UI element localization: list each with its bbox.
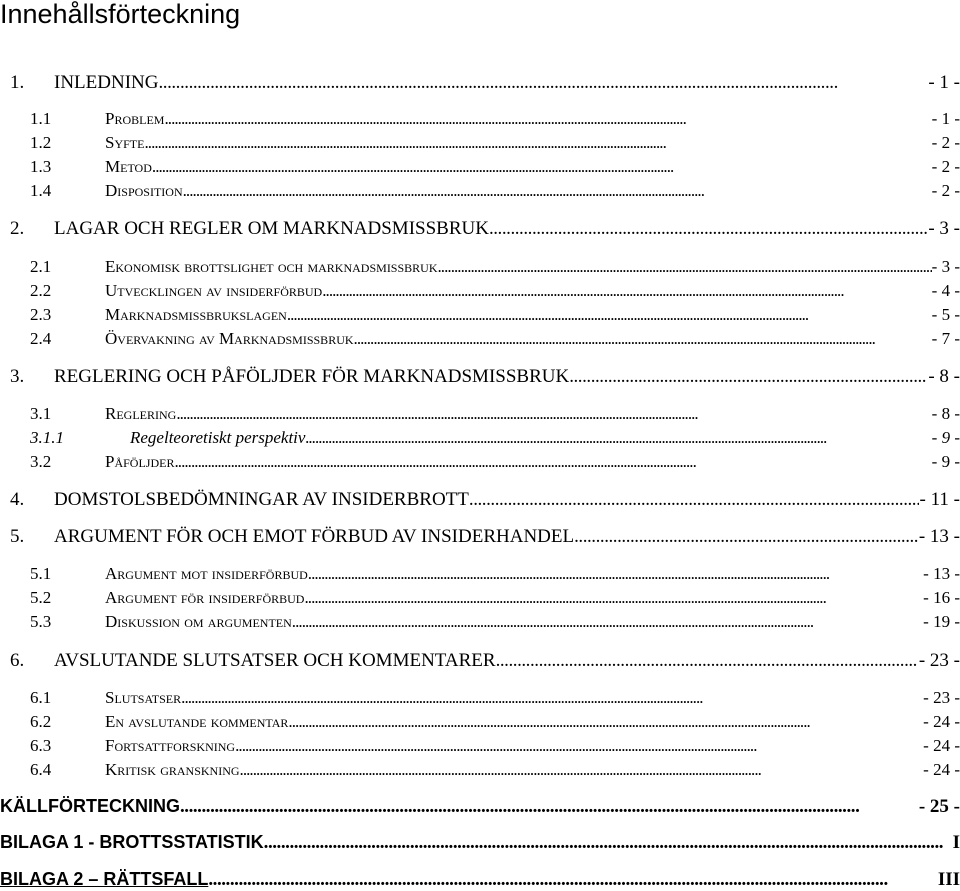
toc-entry-title: Reglering [105, 404, 177, 423]
toc-entry-number: 5.3 [30, 612, 52, 631]
toc-entry-title: En avslutande kommentar [105, 712, 289, 731]
dot-leader [569, 365, 927, 389]
toc-entry-page-number: - 25 - [918, 796, 960, 817]
toc-entry-title: INLEDNING [54, 72, 159, 93]
toc-entry-number: 1.3 [30, 157, 52, 176]
toc-entry-title: DOMSTOLSBEDÖMNINGAR AV INSIDERBROTT [54, 489, 469, 510]
toc-entry-page-number: - 8 - [931, 404, 960, 423]
dot-leader [264, 831, 953, 854]
toc-entry[interactable] [30, 735, 960, 757]
toc-entry[interactable] [30, 611, 960, 633]
dot-leader [322, 280, 931, 302]
toc-entry-page-number: - 3 - [931, 257, 960, 276]
toc-entry-title: REGLERING OCH PÅFÖLJDER FÖR MARKNADSMISSBRUK [54, 366, 570, 387]
dot-leader [235, 735, 923, 757]
toc-entry-title: AVSLUTANDE SLUTSATSER OCH KOMMENTARER [54, 650, 496, 671]
toc-entry-title: Syfte [105, 133, 145, 152]
toc-entry-page-number: - 4 - [931, 281, 960, 300]
toc-entry-page-number: - 24 - [923, 760, 960, 779]
dot-leader [469, 488, 919, 512]
dot-leader [489, 217, 927, 241]
dot-leader [292, 611, 923, 633]
toc-entry[interactable] [0, 867, 960, 891]
toc-entry-page-number: - 2 - [931, 157, 960, 176]
toc-entry-title: Övervakning av Marknadsmissbruk [105, 329, 354, 348]
toc-entry-title: BILAGA 2 – RÄTTSFALL [0, 869, 209, 889]
dot-leader [288, 711, 923, 733]
toc-entry-number: 5.1 [30, 564, 52, 583]
dot-leader [176, 403, 931, 425]
toc-entry[interactable] [30, 180, 960, 202]
dot-leader [158, 71, 927, 95]
toc-entry-number: 3.2 [30, 452, 52, 471]
toc-entry-page-number: - 8 - [928, 366, 960, 387]
toc-entry-title: KÄLLFÖRTECKNING [0, 796, 180, 816]
toc-entry-title: Argument för insiderförbud [105, 588, 305, 607]
toc-entry[interactable] [30, 451, 960, 473]
dot-leader [574, 525, 918, 549]
toc-entry-number: 1.4 [30, 181, 52, 200]
toc-entry-number: 6.3 [30, 736, 52, 755]
toc-entry-page-number: - 1 - [928, 72, 960, 93]
toc-entry-title: Argument mot insiderförbud [105, 564, 308, 583]
toc-entry-title: Påföljder [105, 452, 175, 471]
toc-entry-page-number: - 2 - [931, 133, 960, 152]
toc-entry[interactable] [30, 328, 960, 350]
toc-entry-page-number: - 3 - [928, 218, 960, 239]
toc-entry-number: 5.2 [30, 588, 52, 607]
toc-entry-number: 3.1.1 [30, 428, 64, 447]
toc-entry-title: Regelteoretiskt perspektiv [130, 428, 306, 447]
toc-entry-title: Marknadsmissbrukslagen [105, 305, 287, 324]
toc-entry-number: 1. [10, 72, 25, 93]
toc-entry-page-number: - 2 - [931, 181, 960, 200]
toc-entry-page-number: I [952, 832, 960, 853]
toc-entry-page-number: - 1 - [931, 109, 960, 128]
dot-leader [305, 427, 931, 449]
toc-entry-title: Problem [105, 109, 165, 128]
toc-entry-page-number: - 9 - [931, 452, 960, 471]
toc-entry[interactable] [30, 108, 960, 130]
toc-entry-number: 1.1 [30, 109, 52, 128]
toc-entry[interactable] [10, 365, 960, 389]
toc-entry[interactable] [0, 830, 960, 854]
toc-entry-title: Diskussion om argumenten [105, 612, 292, 631]
toc-entry-page-number: - 24 - [923, 736, 960, 755]
toc-entry-number: 2.2 [30, 281, 52, 300]
toc-entry[interactable] [10, 488, 960, 512]
toc-entry-title: ARGUMENT FÖR OCH EMOT FÖRBUD AV INSIDERHANDEL [54, 526, 575, 547]
toc-entry-page-number: - 23 - [923, 688, 960, 707]
dot-leader [304, 587, 923, 609]
toc-entry-page-number: - 19 - [923, 612, 960, 631]
toc-entry-title: Disposition [105, 181, 183, 200]
toc-entry-number: 2.1 [30, 257, 52, 276]
toc-entry[interactable] [10, 71, 960, 95]
toc-entry[interactable] [30, 304, 960, 326]
dot-leader [181, 687, 923, 709]
toc-entry[interactable] [30, 587, 960, 609]
toc-entry-page-number: - 7 - [931, 329, 960, 348]
toc-entry-page-number: - 23 - [918, 650, 960, 671]
toc-entry[interactable] [30, 711, 960, 733]
toc-entry-title: Ekonomisk brottslighet och marknadsmissbruk [105, 257, 438, 276]
toc-entry-title: Kritisk granskning [105, 760, 240, 779]
dot-leader [144, 132, 931, 154]
toc-entry[interactable] [30, 280, 960, 302]
dot-leader [354, 328, 932, 350]
dot-leader [174, 451, 931, 473]
toc-entry-page-number: - 24 - [923, 712, 960, 731]
toc-entry-number: 6.2 [30, 712, 52, 731]
page-title: Innehållsförteckning [0, 0, 241, 29]
toc-entry-number: 6.4 [30, 760, 52, 779]
toc-entry-page-number: - 11 - [919, 489, 960, 510]
toc-entry-title: Fortsattforskning [105, 736, 236, 755]
dot-leader [287, 304, 932, 326]
dot-leader [152, 156, 932, 178]
toc-entry-page-number: - 13 - [923, 564, 960, 583]
dot-leader [496, 649, 918, 673]
dot-leader [183, 180, 932, 202]
toc-entry[interactable] [10, 525, 960, 549]
toc-entry[interactable] [30, 759, 960, 781]
toc-entry-title: LAGAR OCH REGLER OM MARKNADSMISSBRUK [54, 218, 489, 239]
toc-entry[interactable] [30, 403, 960, 425]
toc-entry[interactable] [0, 794, 960, 818]
toc-entry-number: 3.1 [30, 404, 52, 423]
toc-entry-page-number: - 5 - [931, 305, 960, 324]
toc-entry-number: 3. [10, 366, 25, 387]
toc-entry[interactable] [30, 563, 960, 585]
dot-leader [308, 563, 923, 585]
toc-entry-title: BILAGA 1 - BROTTSSTATISTIK [0, 832, 264, 852]
toc-entry-page-number: - 16 - [923, 588, 960, 607]
dot-leader [180, 795, 919, 818]
toc-entry-page-number: III [937, 869, 960, 890]
toc-entry-number: 1.2 [30, 133, 52, 152]
toc-entry[interactable] [30, 256, 960, 278]
toc-entry-page-number: - 9 - [931, 428, 960, 447]
toc-entry-number: 6. [10, 650, 25, 671]
dot-leader [438, 256, 932, 278]
toc-entry-title: Metod [105, 157, 152, 176]
dot-leader [240, 759, 924, 781]
toc-entry-title: Utvecklingen av insiderförbud [105, 281, 323, 300]
dot-leader [208, 868, 937, 891]
toc-entry-number: 4. [10, 489, 25, 510]
toc-entry-title: Slutsatser [105, 688, 182, 707]
toc-entry[interactable] [30, 427, 960, 449]
toc-entry-number: 2.3 [30, 305, 52, 324]
toc-entry-number: 2. [10, 218, 25, 239]
toc-entry[interactable] [30, 156, 960, 178]
toc-entry[interactable] [30, 132, 960, 154]
toc-entry[interactable] [30, 687, 960, 709]
toc-entry-page-number: - 13 - [918, 526, 960, 547]
toc-entry-number: 2.4 [30, 329, 52, 348]
toc-entry-number: 5. [10, 526, 25, 547]
toc-entry[interactable] [10, 217, 960, 241]
toc-entry-number: 6.1 [30, 688, 52, 707]
toc-entry[interactable] [10, 649, 960, 673]
dot-leader [164, 108, 931, 130]
